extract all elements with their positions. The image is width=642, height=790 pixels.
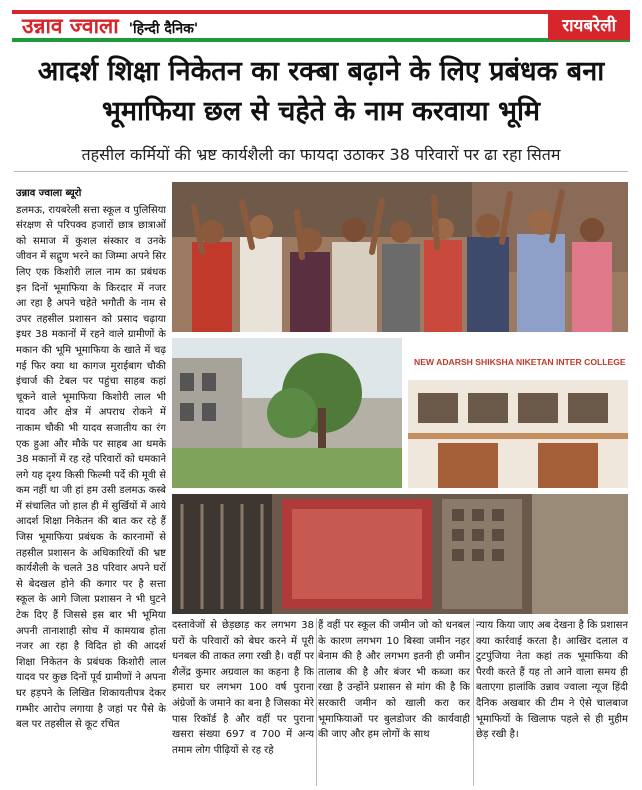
article-column-b: दस्तावेजों से छेड़छाड़ कर लगभग 38 घरों के परिवारों को बेघर करने में पूरी धनबल की ताकत लगा रखी है। वहीं पर शैलेंद्र कुमार अग्रवाल का कहना है कि हमारा घर लगभग 100 वर्ष पुराना अंग्रेजों के जमाने का बना है जिसका मेरे पास रिकॉर्ड है और वहीं पर पुराना खसरा संख्या 697 व 700 में अन्य तमाम लोग पीढ़ियों से रह रहे bbox=[172, 620, 314, 756]
article-subheadline: तहसील कर्मियों की भ्रष्ट कार्यशैली का फायदा उठाकर 38 परिवारों पर ढा रहा सितम bbox=[14, 143, 628, 172]
article-body-left: डलमऊ, रायबरेली सत्ता स्कूल व पुलिसिया संरक्षण से परिपक्व हजारों छात्र छात्राओं को समाज में कुशल संस्कार व उनके जीवन में सद्गुण भरने का जिम्मा अपने सिर लिए एक किशोरी लाल नाम का प्रबंधक इन दिनों भूमाफिया के किरदार में नजर आ रहा है अपने चहेते भगौती के नाम से उपर तहसील प्रशासन को प्रसाद चढ़ाया इधर 38 मकानों में रहने वाले ग्रामीणों के मकान की भूमि भूमाफिया के खाते में चढ़ गई फिर क्या था कागज मुराईबाग चौकी इंचार्ज की टेबल पर पहुंचा साहब कहां चूकने वाले भूमाफिया किशोरी लाल भी यादव और क्षेत्र में अपराध रोकने में नाकाम चौकी भी यादव सजातीय का रंग एक हुआ और मौके पर साहब आ धमके 38 मकानों में रह रहे परिवारों को धमकाने लगे यह दृश्य किसी फिल्मी पर्दे की मूवी से कम नहीं था जी हां हम उसी डलमऊ कस्बे में संचालित जो हाल ही में सुर्खियों में आये आदर्श शिक्षा निकेतन की बात कर रहे हैं जिस भूमाफिया प्रबंधक के कारनामों से तहसील प्रशासन के अधिकारियों की भ्रष्ट कार्यशैली के चलते 38 परिवार अपने घरों से बेदखल होने की कगार पर है सत्ता स्कूल के आगे जिला प्रशासन ने भी घुटने टेक दिए हैं जिससे इस बार भी भूमिया अपनी तानाशाही सोच में कामयाब होता नजर आ रहा है विदित हो की आदर्श शिक्षा निकेतन के प्रबंधक किशोरी लाल यादव पर कुछ दिनों पूर्व ग्रामीणों ने अपना घर हड़पने के लिखित शिकायतीपत्र देकर गम्भीर आरोप लगाया है जहां पर पैसे के बल पर तहसील से कूट रचित bbox=[16, 204, 166, 731]
school-photo bbox=[408, 338, 628, 488]
article-byline: उन्नाव ज्वाला ब्यूरो bbox=[16, 188, 82, 199]
column-divider bbox=[473, 618, 474, 786]
newspaper-tagline: 'हिन्दी दैनिक' bbox=[128, 21, 199, 37]
brand-block bbox=[12, 12, 198, 40]
article-headline: आदर्श शिक्षा निकेतन का रक्बा बढ़ाने के लिए प्रबंधक बना भूमाफिया छल से चहेते के नाम करवाया भूमि bbox=[37, 56, 605, 127]
article-column-left bbox=[16, 186, 166, 786]
protest-photo bbox=[172, 182, 628, 332]
article-column-c: हैं वहीं पर स्कूल की जमीन जो को धनबल के कारण लगभग 10 बिस्वा जमीन नहर बेनाम की है और लगभग इतनी ही जमीन तालाब की है और बंजर भी कब्जा कर रखा है उन्होंने प्रशासन से मांग की है कि सरकारी जमीन को खाली करा कर भूमाफियाओं पर बुलडोजर की कार्यवाही की जाए और हम लोगों के साथ bbox=[318, 620, 470, 741]
newspaper-name: उन्नाव ज्वाला bbox=[22, 14, 119, 38]
article-column-d: न्याय किया जाए अब देखना है कि प्रशासन क्या कार्रवाई करता है। आखिर दलाल व टुटपुंजिया नेता कहां तक भूमाफिया की पैरवी करते हैं यह तो आने वाला समय ही बताएगा हालांकि उन्नाव ज्वाला न्यूज हिंदी दैनिक अखबार की टीम ने ऐसे चालबाज भूमाफियों के खिलाफ पहले से ही मुहीम छेड़ रखी है। bbox=[476, 620, 628, 741]
gate-door-photo bbox=[172, 494, 628, 614]
city-badge: रायबरेली bbox=[548, 12, 630, 40]
school-sign-text: NEW ADARSH SHIKSHA NIKETAN INTER COLLEGE bbox=[414, 357, 626, 367]
masthead bbox=[12, 10, 630, 42]
building-photo bbox=[172, 338, 402, 488]
column-divider bbox=[316, 618, 317, 786]
